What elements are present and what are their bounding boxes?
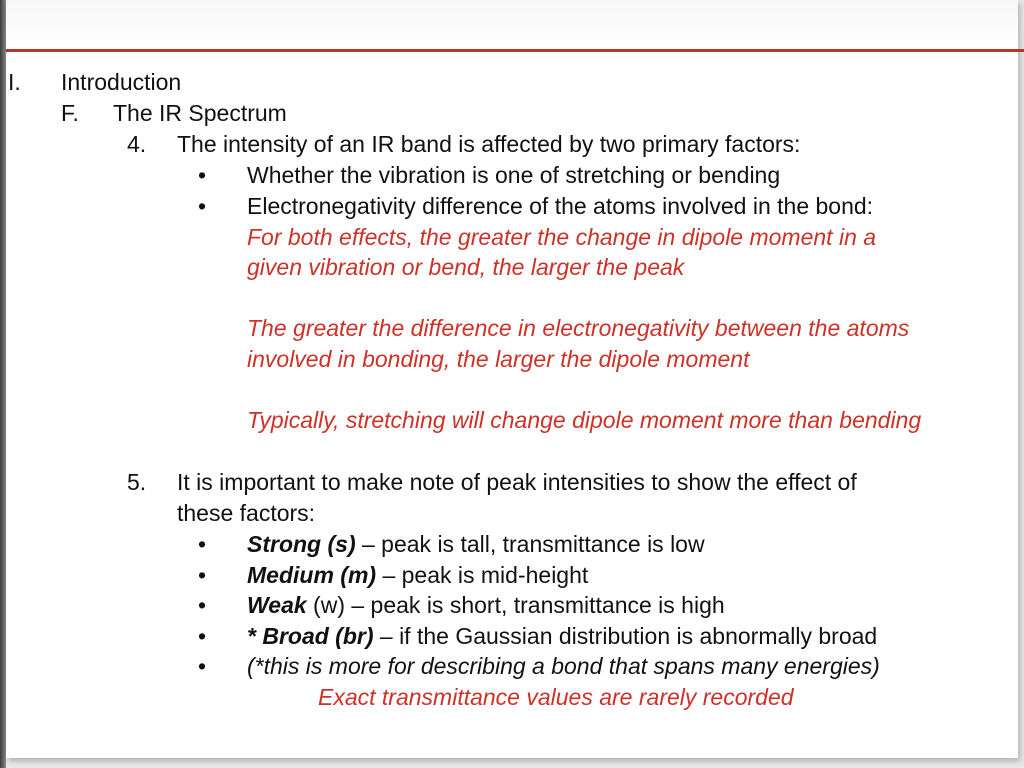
bullet-marker: • bbox=[198, 592, 207, 618]
outline-marker-level1: I. bbox=[8, 69, 21, 95]
item5-bullet-weak bbox=[247, 591, 725, 619]
item5-bullet-medium bbox=[247, 561, 588, 589]
bullet-marker: • bbox=[198, 193, 207, 219]
item4-note-4: involved in bonding, the larger the dipole moment bbox=[247, 346, 750, 372]
bullet-term: Weak bbox=[247, 592, 307, 618]
bullet-term: Medium (m) bbox=[247, 562, 377, 588]
bullet-marker: • bbox=[198, 623, 207, 649]
bullet-term: * Broad (br) bbox=[247, 623, 374, 649]
item5-bullet-broad bbox=[247, 622, 877, 650]
item5-marker: 5. bbox=[127, 469, 147, 495]
item4-marker: 4. bbox=[127, 131, 147, 157]
bullet-description: – peak is tall, transmittance is low bbox=[355, 531, 705, 557]
outline-heading-level1: Introduction bbox=[61, 69, 182, 95]
title-area bbox=[6, 0, 1018, 50]
item4-note-5: Typically, stretching will change dipole moment more than bending bbox=[247, 407, 922, 433]
bullet-description: – peak is mid-height bbox=[376, 562, 589, 588]
bullet-description: (w) – peak is short, transmittance is high bbox=[306, 592, 725, 618]
item4-note-1: For both effects, the greater the change in dipole moment in a bbox=[247, 224, 877, 250]
outline-marker-level2: F. bbox=[61, 100, 79, 126]
item4-note-3: The greater the difference in electronegativity between the atoms bbox=[247, 315, 910, 341]
bullet-marker: • bbox=[198, 162, 207, 188]
item4-bullet-2: Electronegativity difference of the atoms involved in the bond: bbox=[247, 193, 874, 219]
item5-text-line2: these factors: bbox=[177, 500, 316, 526]
item5-bullet-strong bbox=[247, 530, 705, 558]
bullet-description: – if the Gaussian distribution is abnormally broad bbox=[373, 623, 878, 649]
item4-text: The intensity of an IR band is affected by two primary factors: bbox=[177, 131, 801, 157]
item4-note-2: given vibration or bend, the larger the peak bbox=[247, 254, 685, 280]
bullet-term: Strong (s) bbox=[247, 531, 356, 557]
bullet-marker: • bbox=[198, 531, 207, 557]
item4-bullet-1: Whether the vibration is one of stretching or bending bbox=[247, 162, 781, 188]
item5-closing-note: Exact transmittance values are rarely recorded bbox=[318, 684, 794, 710]
outline-heading-level2: The IR Spectrum bbox=[113, 100, 287, 126]
bullet-marker: • bbox=[198, 653, 207, 679]
title-divider bbox=[6, 49, 1024, 52]
item5-bullet-footnote: (*this is more for describing a bond that spans many energies) bbox=[247, 653, 880, 679]
item5-text-line1: It is important to make note of peak intensities to show the effect of bbox=[177, 469, 857, 495]
bullet-marker: • bbox=[198, 562, 207, 588]
